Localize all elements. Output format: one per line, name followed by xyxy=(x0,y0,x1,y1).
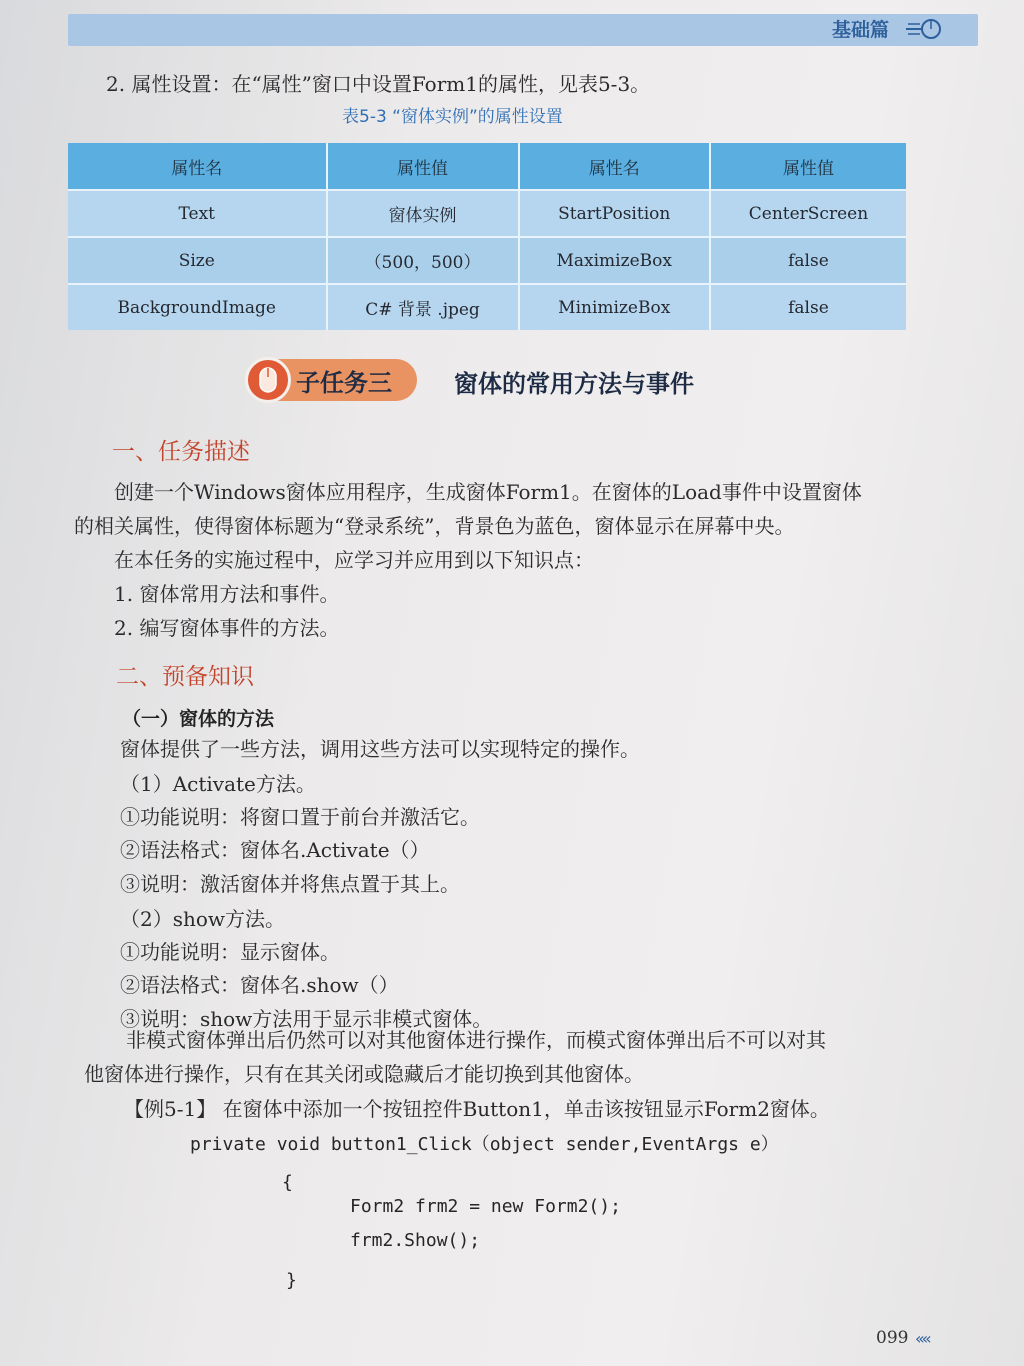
activate-method-title: （1）Activate方法。 xyxy=(120,772,316,796)
code-line: private void button1_Click（object sender,EventArgs e） xyxy=(190,1134,779,1155)
subtask-title: 窗体的常用方法与事件 xyxy=(454,370,694,398)
activate-note: ③说明：激活窗体并将焦点置于其上。 xyxy=(120,872,460,896)
mouse-icon xyxy=(258,366,278,394)
table-cell: MaximizeBox xyxy=(519,237,710,284)
column-header: 属性名 xyxy=(519,143,710,190)
knowledge-point: 2. 编写窗体事件的方法。 xyxy=(114,616,340,640)
knowledge-intro: 在本任务的实施过程中，应学习并应用到以下知识点： xyxy=(114,548,594,572)
subtask-label: 子任务三 xyxy=(296,369,392,397)
table-cell: StartPosition xyxy=(519,190,710,237)
table-header-row xyxy=(68,143,906,190)
table-cell: false xyxy=(710,284,906,330)
table-row xyxy=(68,237,906,284)
show-function: ①功能说明：显示窗体。 xyxy=(120,940,340,964)
code-line: Form2 frm2 = new Form2(); xyxy=(350,1196,621,1217)
code-line: } xyxy=(286,1270,297,1291)
methods-intro: 窗体提供了一些方法，调用这些方法可以实现特定的操作。 xyxy=(120,737,640,761)
task-paragraph-line: 创建一个Windows窗体应用程序，生成窗体Form1。在窗体的Load事件中设置窗体 xyxy=(114,480,862,504)
arrows-icon: ‹‹‹‹ xyxy=(915,1329,929,1348)
example-5-1: 【例5-1】 在窗体中添加一个按钮控件Button1，单击该按钮显示Form2窗体。 xyxy=(124,1097,830,1121)
table-cell: Text xyxy=(68,190,327,237)
show-syntax: ②语法格式：窗体名.show（） xyxy=(120,973,399,997)
column-header: 属性值 xyxy=(710,143,906,190)
table-cell: BackgroundImage xyxy=(68,284,327,330)
task-description-heading: 一、任务描述 xyxy=(112,439,250,465)
table-row xyxy=(68,284,906,330)
table-cell: false xyxy=(710,237,906,284)
page-number: 099 xyxy=(876,1328,909,1348)
property-setting-intro: 2. 属性设置：在“属性”窗口中设置Form1的属性，见表5-3。 xyxy=(106,72,651,96)
table-cell: 窗体实例 xyxy=(327,190,519,237)
column-header: 属性名 xyxy=(68,143,327,190)
mouse-icon xyxy=(904,16,944,42)
column-header: 属性值 xyxy=(327,143,519,190)
header-section-title: 基础篇 xyxy=(832,19,890,41)
code-line: { xyxy=(282,1172,293,1193)
table-cell: MinimizeBox xyxy=(519,284,710,330)
knowledge-point: 1. 窗体常用方法和事件。 xyxy=(114,582,340,606)
show-method-title: （2）show方法。 xyxy=(120,907,286,931)
activate-function: ①功能说明：将窗口置于前台并激活它。 xyxy=(120,805,480,829)
modal-paragraph-line: 他窗体进行操作，只有在其关闭或隐藏后才能切换到其他窗体。 xyxy=(84,1062,644,1086)
table-cell: CenterScreen xyxy=(710,190,906,237)
table-row xyxy=(68,190,906,237)
table-cell: （500，500） xyxy=(327,237,519,284)
prep-knowledge-heading: 二、预备知识 xyxy=(116,664,254,690)
property-table xyxy=(68,143,906,330)
show-note: ③说明：show方法用于显示非模式窗体。 xyxy=(120,1007,493,1031)
table-caption: 表5-3 “窗体实例”的属性设置 xyxy=(342,107,563,127)
table-cell: C# 背景 .jpeg xyxy=(327,284,519,330)
table-cell: Size xyxy=(68,237,327,284)
activate-syntax: ②语法格式：窗体名.Activate（） xyxy=(120,838,430,862)
form-methods-subheading: （一）窗体的方法 xyxy=(122,708,275,730)
modal-paragraph-line: 非模式窗体弹出后仍然可以对其他窗体进行操作，而模式窗体弹出后不可以对其 xyxy=(126,1028,826,1052)
code-line: frm2.Show(); xyxy=(350,1230,481,1251)
task-paragraph-line: 的相关属性，使得窗体标题为“登录系统”，背景色为蓝色，窗体显示在屏幕中央。 xyxy=(74,514,795,538)
